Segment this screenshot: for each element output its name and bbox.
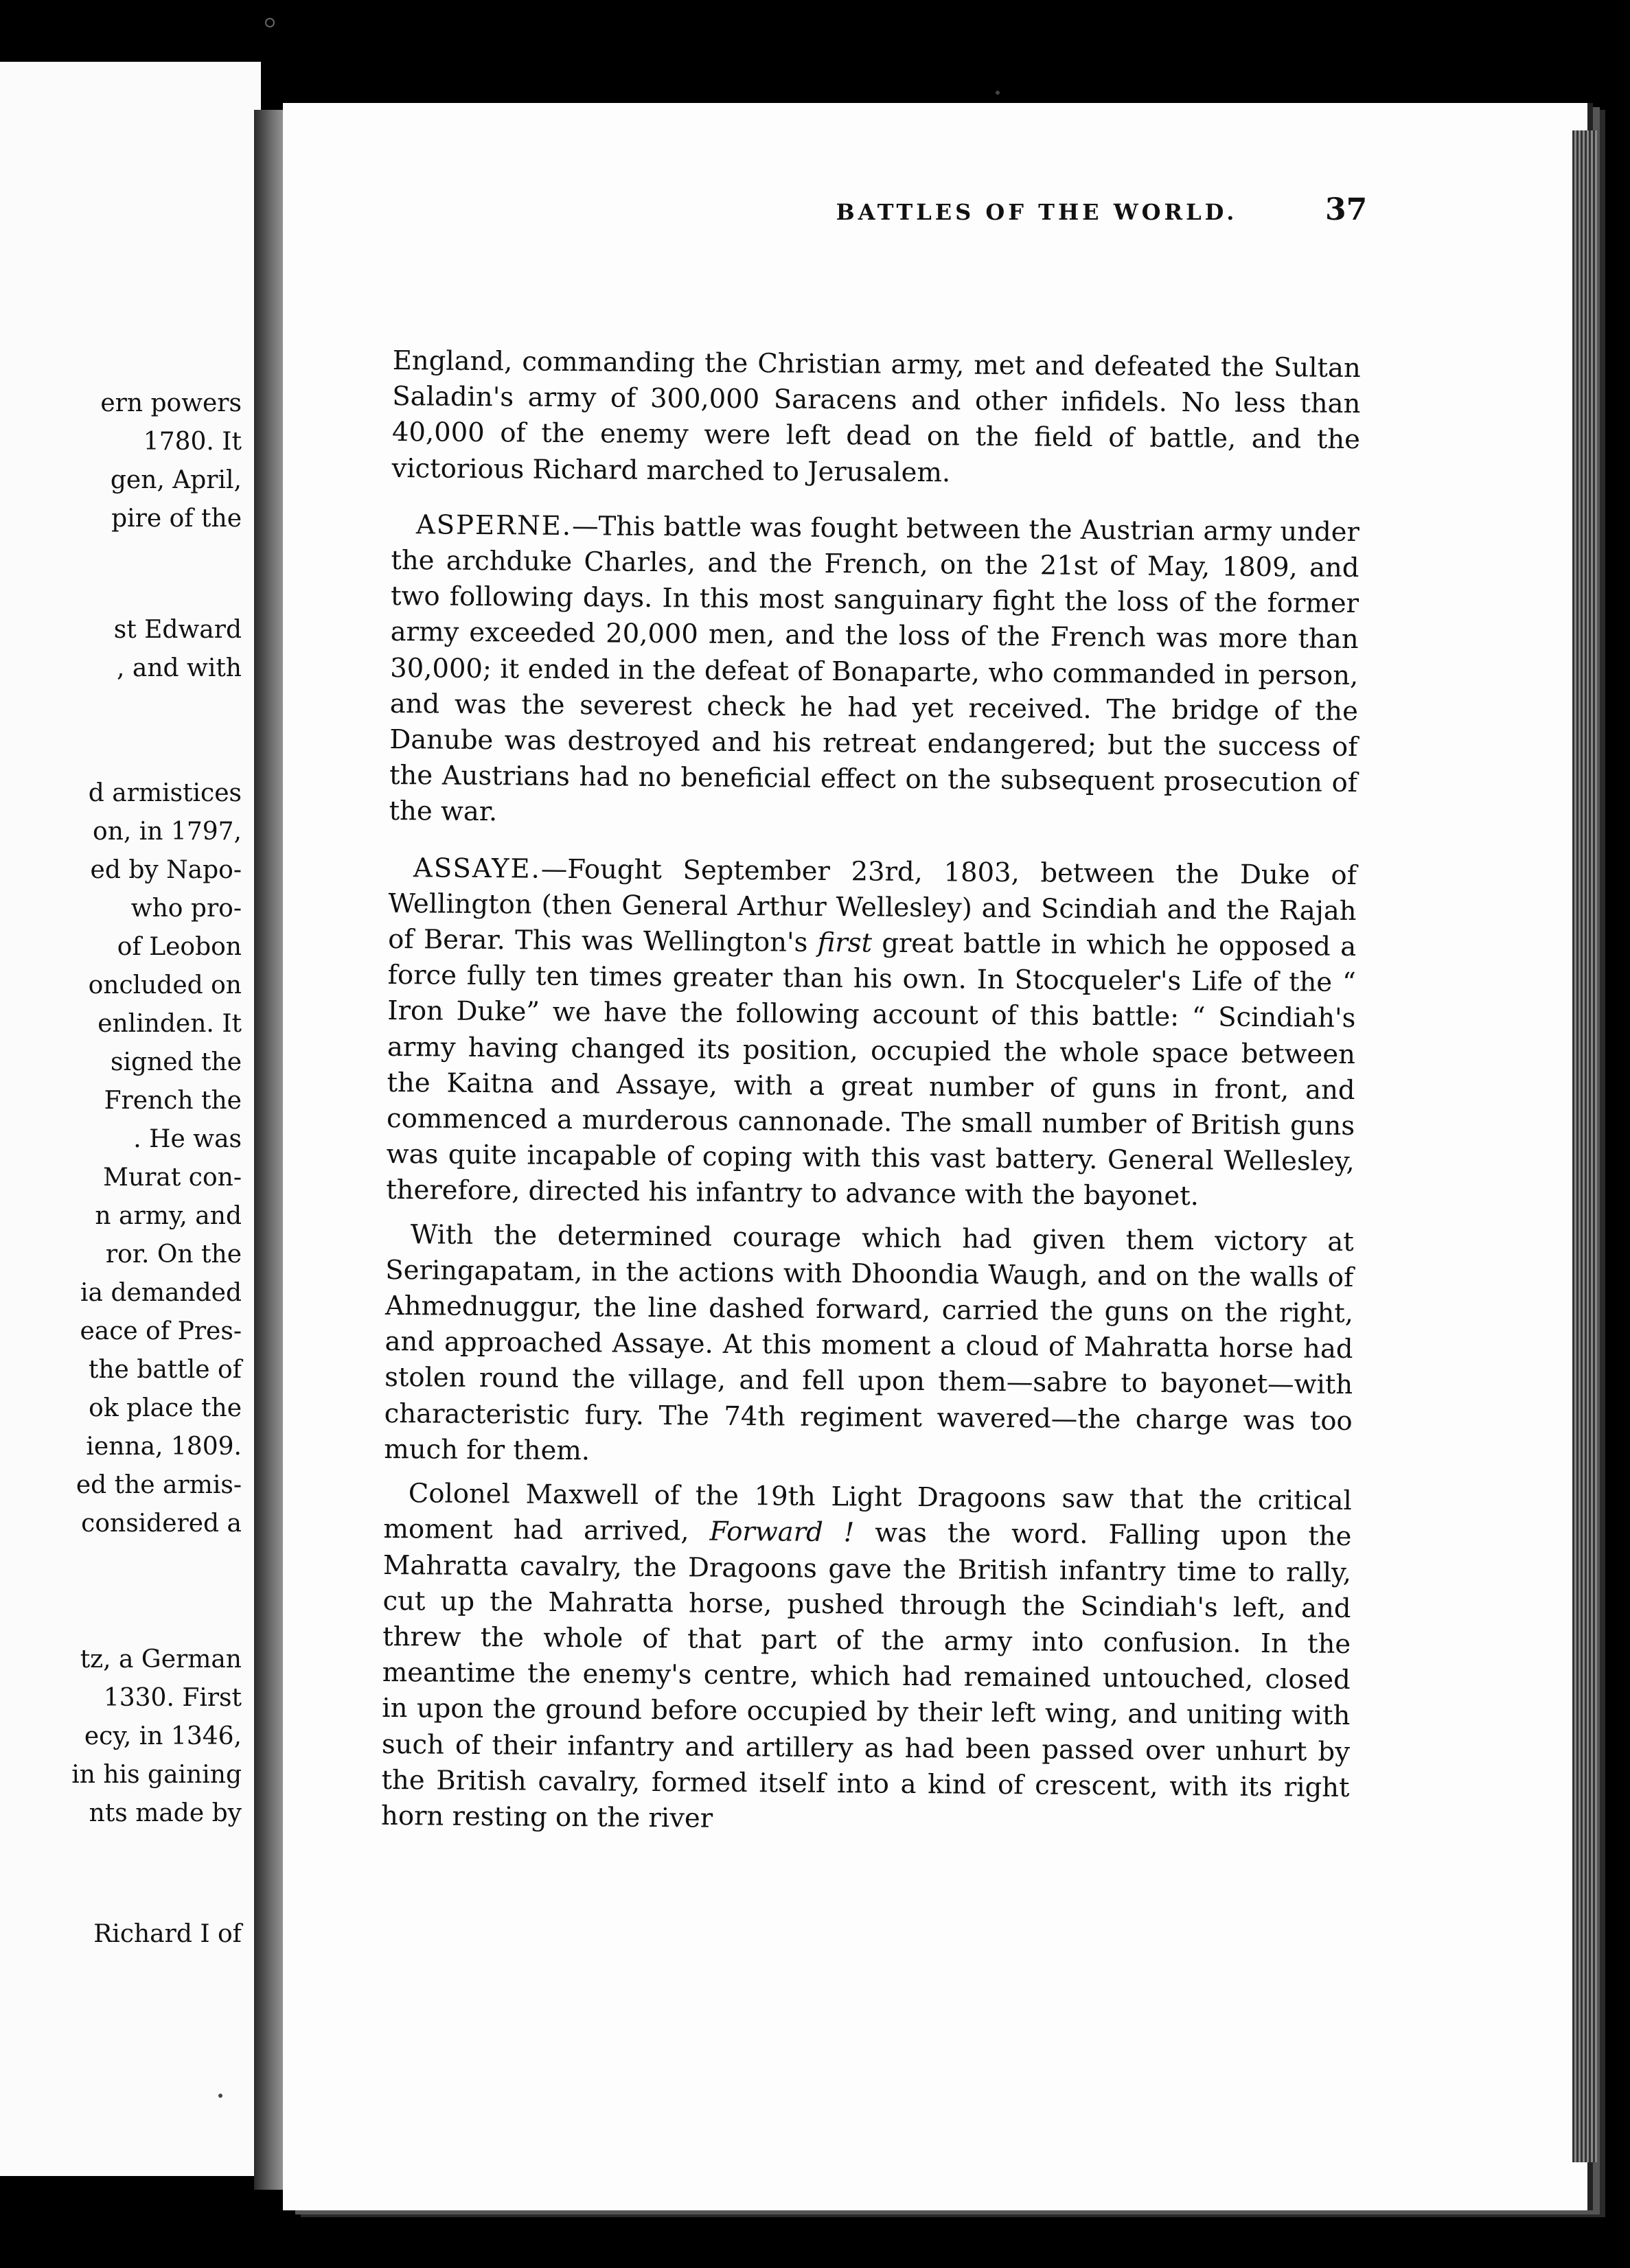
- left-page-line: ern powers: [100, 389, 242, 417]
- left-page-line: ecy, in 1346,: [84, 1722, 242, 1750]
- entry-heading: ASSAYE.: [413, 852, 542, 885]
- entry-text: —This battle was fought between the Austrian army under the archduke Charles, and the French, on the 21st of May, 1809, and two following days. In this most sanguinary fight the loss of the former army exceeded 20,000 men, and the loss of the French was more than 30,000; it ended in the defeat of Bonaparte, who commanded in person, and was the severest check he had yet received. The bridge of the Danube was destroyed and his retreat endangered; but the success of the Austrians had no beneficial effect on the subsequent prosecution of the war.: [389, 510, 1360, 828]
- left-page-line: Murat con-: [103, 1164, 242, 1192]
- left-page-line: who pro-: [130, 894, 242, 923]
- left-page-line: ed the armis-: [76, 1471, 242, 1499]
- left-page-line: enlinden. It: [97, 1010, 242, 1038]
- entry-text: great battle in which he opposed a force fully ten times greater than his own. In Stocqueler's Life of the “ Iron Duke” we have the following account of this battle: “ Scindiah's army having changed its position, occupied the whole space between the Kaitna and Assaye, with a great number of guns in front, and commenced a murderous cannonade. The small number of British guns was quite incapable of coping with this vast battery. General Wellesley, therefore, directed his infantry to advance with the bayonet.: [386, 927, 1357, 1212]
- left-page-line: in his gaining: [71, 1761, 242, 1789]
- paragraph-text: Colonel Maxwell of the 19th Light Dragoons saw that the critical moment had arrived,: [383, 1478, 1352, 1547]
- scan-speck: [218, 2094, 222, 2098]
- paragraph-seringapatam: With the determined courage which had given them victory at Seringapatam, in the actions with Dhoondia Waugh, and on the walls of Ahmednuggur, the line dashed forward, carried the guns on the right, and approached Assaye. At this moment a cloud of Mahratta horse had stolen round the village, and fell upon them—sabre to bayonet—with characteristic fury. The 74th regiment wavered—the charge was too much for them.: [384, 1218, 1354, 1467]
- left-page-line: pire of the: [111, 505, 242, 533]
- left-page-line: gen, April,: [110, 466, 242, 494]
- left-page-line: on, in 1797,: [93, 818, 242, 846]
- emphasis-text: Forward !: [709, 1516, 855, 1549]
- paragraph-richard: England, commanding the Christian army, met and defeated the Sultan Saladin's army of 300,000 Saracens and other infidels. No less than 40,000 of the enemy were left dead on the field of battle, and the victorious Richard marched to Jerusalem.: [391, 345, 1361, 488]
- left-page-line: ror. On the: [105, 1240, 242, 1269]
- left-page-line: tz, a German: [80, 1645, 242, 1674]
- left-page-line: 1330. First: [103, 1684, 242, 1712]
- entry-text: —Fought September 23rd, 1803, between the Duke of Wellington (then General Arthur Wellesley) and Scindiah and the Rajah of Berar. This was Wellington's: [388, 853, 1357, 958]
- emphasis-text: first: [817, 927, 873, 959]
- left-page-line: eace of Pres-: [80, 1317, 242, 1345]
- left-page-line: d armistices: [88, 779, 242, 807]
- entry-assaye: [386, 850, 1357, 1216]
- left-page-line: ed by Napo-: [90, 856, 242, 884]
- page-body: [381, 343, 1361, 1842]
- left-page-line: signed the: [111, 1048, 242, 1076]
- left-page-line: 1780. It: [143, 428, 242, 456]
- entry-asperne: [389, 507, 1359, 837]
- left-page-line: st Edward: [113, 616, 242, 644]
- left-page-line: ienna, 1809.: [86, 1433, 242, 1461]
- page-edges: [1572, 130, 1597, 2162]
- left-page-line: of Leobon: [117, 933, 242, 961]
- entry-heading: ASPERNE.: [415, 509, 573, 542]
- left-page-line: ia demanded: [80, 1279, 242, 1307]
- scan-speck: [996, 91, 1000, 95]
- left-page-line: . He was: [133, 1125, 242, 1153]
- left-page-line: considered a: [81, 1509, 242, 1538]
- paragraph-maxwell: [381, 1476, 1352, 1842]
- running-head: BATTLES OF THE WORLD.: [836, 199, 1238, 225]
- left-page-line: , and with: [116, 654, 242, 682]
- left-page-line: Richard I of: [93, 1920, 242, 1948]
- left-page-line: the battle of: [88, 1356, 242, 1384]
- left-page-line: nts made by: [89, 1799, 242, 1827]
- left-page-line: n army, and: [95, 1202, 242, 1230]
- left-page-line: French the: [104, 1087, 242, 1115]
- left-page-fragment: [0, 62, 261, 2176]
- left-page-line: ok place the: [89, 1394, 242, 1422]
- paragraph-text: was the word. Falling upon the Mahratta cavalry, the Dragoons gave the British infantry time to rally, cut up the Mahratta horse, pushed through the Scindiah's left, and threw the whole of that part of the army into confusion. In the meantime the enemy's centre, which had remained untouched, closed in upon the ground before occupied by their left wing, and uniting with such of their infantry and artillery as had been passed over unhurt by the British cavalry, formed itself into a kind of crescent, with its right horn resting on the river: [380, 1517, 1352, 1834]
- scan-speck: [265, 18, 275, 27]
- page-number: 37: [1325, 192, 1368, 227]
- left-page-line: oncluded on: [88, 971, 242, 999]
